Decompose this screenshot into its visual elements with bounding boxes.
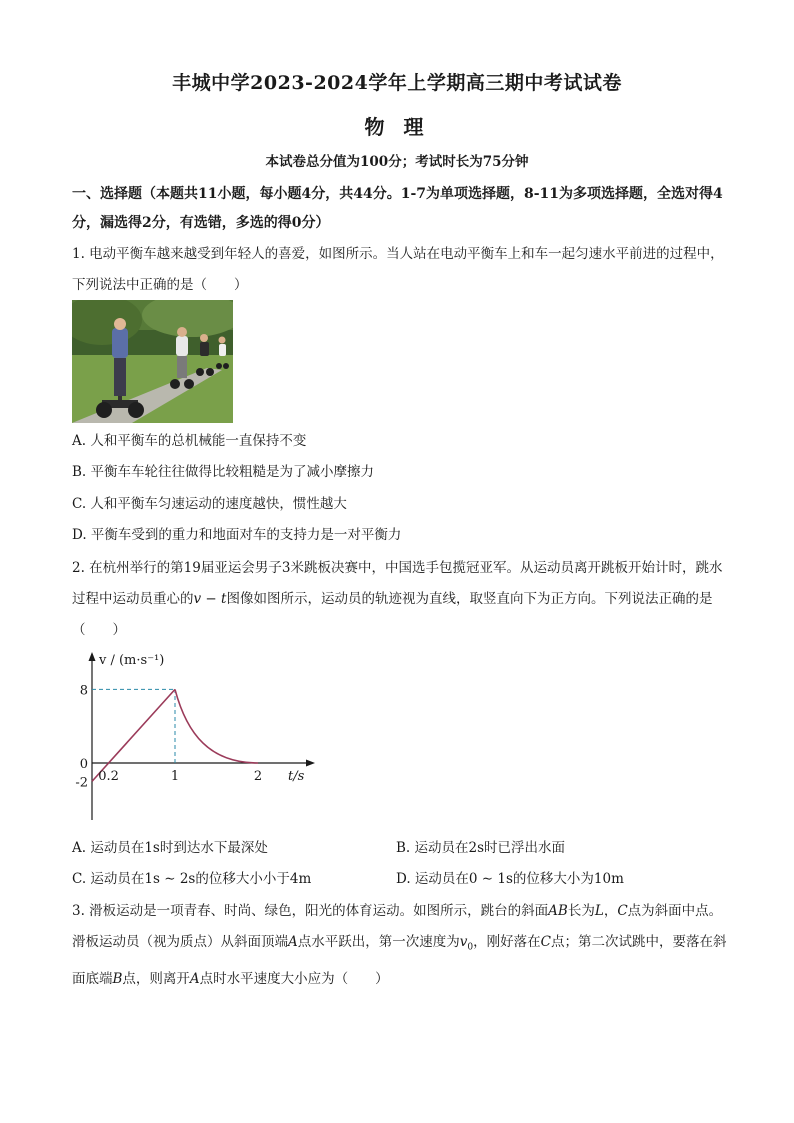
q1-option-b: B. 平衡车车轮往往做得比较粗糙是为了减小摩擦力 <box>72 464 375 480</box>
q2-stem-dash: − <box>201 591 222 607</box>
q3-b: B <box>112 970 123 987</box>
q2-stem-text-a: 2. 在杭州举行的第19届亚运会男子3米跳板决赛中，中国选手包揽冠亚军。从运动员离开跳板开始计时，跳水过程中运动员重心的 <box>72 560 723 607</box>
q3-text-4: 点为斜面中点。滑板运动员（视为质点）从斜面顶端 <box>72 903 723 950</box>
q2-option-a: A. 运动员在1s时到达水下最深处 <box>72 840 268 856</box>
q3-text-8: 点，则离开 <box>122 970 190 987</box>
y-tick-label: -2 <box>75 775 88 791</box>
q2-option-b: B. 运动员在2s时已浮出水面 <box>396 840 566 856</box>
q1-option-c: C. 人和平衡车匀速运动的速度越快，惯性越大 <box>72 496 347 512</box>
q3-text-1: 3. 滑板运动是一项青春、时尚、绿色，阳光的体育运动。如图所示，跳台的斜面 <box>72 903 549 919</box>
q3-a2: A <box>189 970 200 987</box>
segway-photo <box>72 300 233 423</box>
x-axis-label: t/s <box>288 769 305 784</box>
q3-ab: AB <box>548 903 568 919</box>
paper-title: 丰城中学2023-2024学年上学期高三期中考试试卷 <box>172 72 622 94</box>
exam-info: 本试卷总分值为100分；考试时长为75分钟 <box>265 154 529 170</box>
q2-stem-v: v <box>193 591 202 607</box>
series-segment-1 <box>175 689 258 763</box>
q3-a: A <box>288 934 298 950</box>
q2-stem-t: t <box>221 591 227 607</box>
q1-option-a: A. 人和平衡车的总机械能一直保持不变 <box>72 433 307 449</box>
q3-c2: C <box>540 934 551 950</box>
q3-text-6: ，刚好落在 <box>473 934 541 950</box>
y-tick-label: 8 <box>79 683 88 699</box>
section-heading: 一、选择题（本题共11小题，每小题4分，共44分。1-7为单项选择题，8-11为多项选择题，全选对得4分，漏选得2分，有选错，多选的得0分） <box>72 186 723 231</box>
y-axis-arrow <box>89 652 96 661</box>
q3-v0: v <box>459 934 468 950</box>
question-1-stem: 1. 电动平衡车越来越受到年轻人的喜爱，如图所示。当人站在电动平衡车上和车一起匀速水平前进的过程中，下列说法中正确的是（ ） <box>72 246 724 293</box>
series-segment-0 <box>92 689 175 781</box>
question-3-stem <box>72 896 732 995</box>
q2-stem-text-b: 图像如图所示，运动员的轨迹视为直线，取竖直向下为正方向。下列说法正确的是（ ） <box>72 591 713 638</box>
question-2-stem <box>72 553 732 646</box>
vt-axes <box>89 652 316 820</box>
q3-v0-sub: 0 <box>467 942 474 953</box>
q1-option-d: D. 平衡车受到的重力和地面对车的支持力是一对平衡力 <box>72 527 402 543</box>
vt-graph <box>70 648 320 823</box>
x-tick-label: 1 <box>170 769 180 784</box>
y-axis-label: v / (m·s⁻¹) <box>99 653 165 668</box>
q3-l: L <box>594 903 604 919</box>
q3-text-5: 点水平跃出，第一次速度为 <box>297 934 460 950</box>
x-tick-label: 2 <box>253 769 263 784</box>
subject-title: 物 理 <box>364 115 430 139</box>
vt-guides <box>92 689 175 763</box>
x-axis-arrow <box>306 760 315 767</box>
q3-c: C <box>617 903 628 919</box>
x-tick-label: 0.2 <box>98 769 119 784</box>
q2-option-d: D. 运动员在0 ∼ 1s的位移大小为10m <box>396 871 624 887</box>
vt-labels <box>75 653 304 790</box>
q3-text-7: 点；第二次试跳中，要落在斜面底端 <box>72 934 727 987</box>
segway-riders-image <box>72 300 233 423</box>
q3-text-2: 长为 <box>567 903 595 919</box>
y-tick-label: 0 <box>79 757 88 772</box>
q2-option-c: C. 运动员在1s ∼ 2s的位移大小小于4m <box>72 871 312 887</box>
q3-text-3: ， <box>603 903 618 919</box>
q3-text-9: 点时水平速度大小应为（ ） <box>199 970 389 987</box>
